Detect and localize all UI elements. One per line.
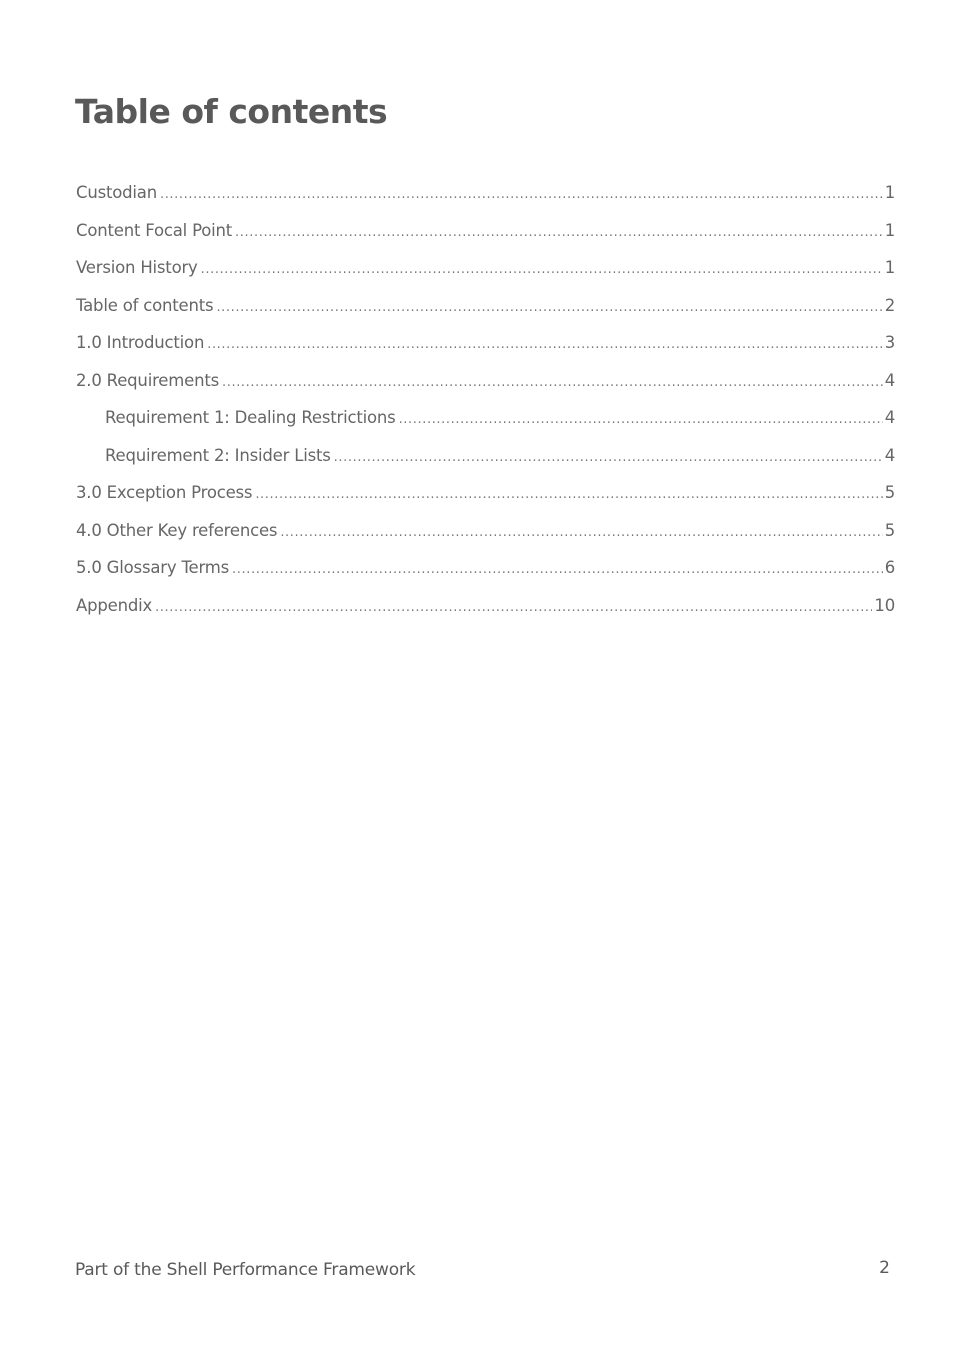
toc-dot-leader xyxy=(216,291,882,325)
table-of-contents xyxy=(76,176,895,626)
toc-entry-introduction[interactable] xyxy=(76,326,895,364)
toc-entry-glossary-terms[interactable] xyxy=(76,551,895,589)
toc-entry-label: Requirement 2: Insider Lists xyxy=(105,445,331,465)
toc-dot-leader xyxy=(280,516,882,550)
toc-entry-version-history[interactable] xyxy=(76,251,895,289)
toc-entry-page: 1 xyxy=(884,258,895,277)
toc-entry-page: 3 xyxy=(884,333,895,352)
toc-entry-requirement-1[interactable] xyxy=(76,401,895,439)
toc-entry-label: Content Focal Point xyxy=(76,220,233,240)
footer-page-number: 2 xyxy=(879,1258,890,1278)
toc-entry-page: 6 xyxy=(884,558,895,577)
toc-entry-page: 5 xyxy=(884,520,895,540)
toc-entry-page: 10 xyxy=(874,595,895,615)
toc-entry-page: 1 xyxy=(884,220,895,240)
toc-entry-label: 4.0 Other Key references xyxy=(76,520,278,540)
toc-dot-leader xyxy=(334,441,883,475)
toc-entry-label: Version History xyxy=(76,258,198,277)
toc-entry-page: 4 xyxy=(884,370,895,390)
toc-entry-requirements[interactable] xyxy=(76,364,895,402)
toc-entry-label: Custodian xyxy=(76,183,157,202)
toc-entry-label: 2.0 Requirements xyxy=(76,370,219,390)
toc-entry-exception-process[interactable] xyxy=(76,476,895,514)
toc-entry-label: Appendix xyxy=(76,595,153,615)
toc-entry-custodian[interactable] xyxy=(76,176,895,214)
toc-entry-label: Table of contents xyxy=(76,295,214,315)
toc-entry-page: 2 xyxy=(884,295,895,315)
toc-entry-requirement-2[interactable] xyxy=(76,439,895,477)
toc-dot-leader xyxy=(232,553,883,587)
toc-entry-label: 3.0 Exception Process xyxy=(76,483,253,502)
toc-dot-leader xyxy=(155,591,872,625)
toc-entry-page: 1 xyxy=(884,183,895,202)
toc-dot-leader xyxy=(201,253,883,287)
toc-entry-content-focal-point[interactable] xyxy=(76,214,895,252)
toc-entry-label: 5.0 Glossary Terms xyxy=(76,558,230,577)
page-title: Table of contents xyxy=(75,92,388,131)
toc-entry-appendix[interactable] xyxy=(76,589,895,627)
toc-entry-table-of-contents[interactable] xyxy=(76,289,895,327)
footer-framework-text: Part of the Shell Performance Framework xyxy=(75,1260,416,1280)
toc-entry-label: 1.0 Introduction xyxy=(76,333,205,352)
toc-dot-leader xyxy=(255,478,882,512)
toc-dot-leader xyxy=(160,178,883,212)
toc-dot-leader xyxy=(399,403,883,437)
toc-entry-other-key-references[interactable] xyxy=(76,514,895,552)
toc-entry-page: 4 xyxy=(884,408,895,427)
toc-entry-label: Requirement 1: Dealing Restrictions xyxy=(105,408,396,427)
toc-dot-leader xyxy=(207,328,882,362)
toc-entry-page: 5 xyxy=(884,483,895,502)
toc-dot-leader xyxy=(222,366,883,400)
toc-entry-page: 4 xyxy=(884,445,895,465)
toc-dot-leader xyxy=(235,216,883,250)
